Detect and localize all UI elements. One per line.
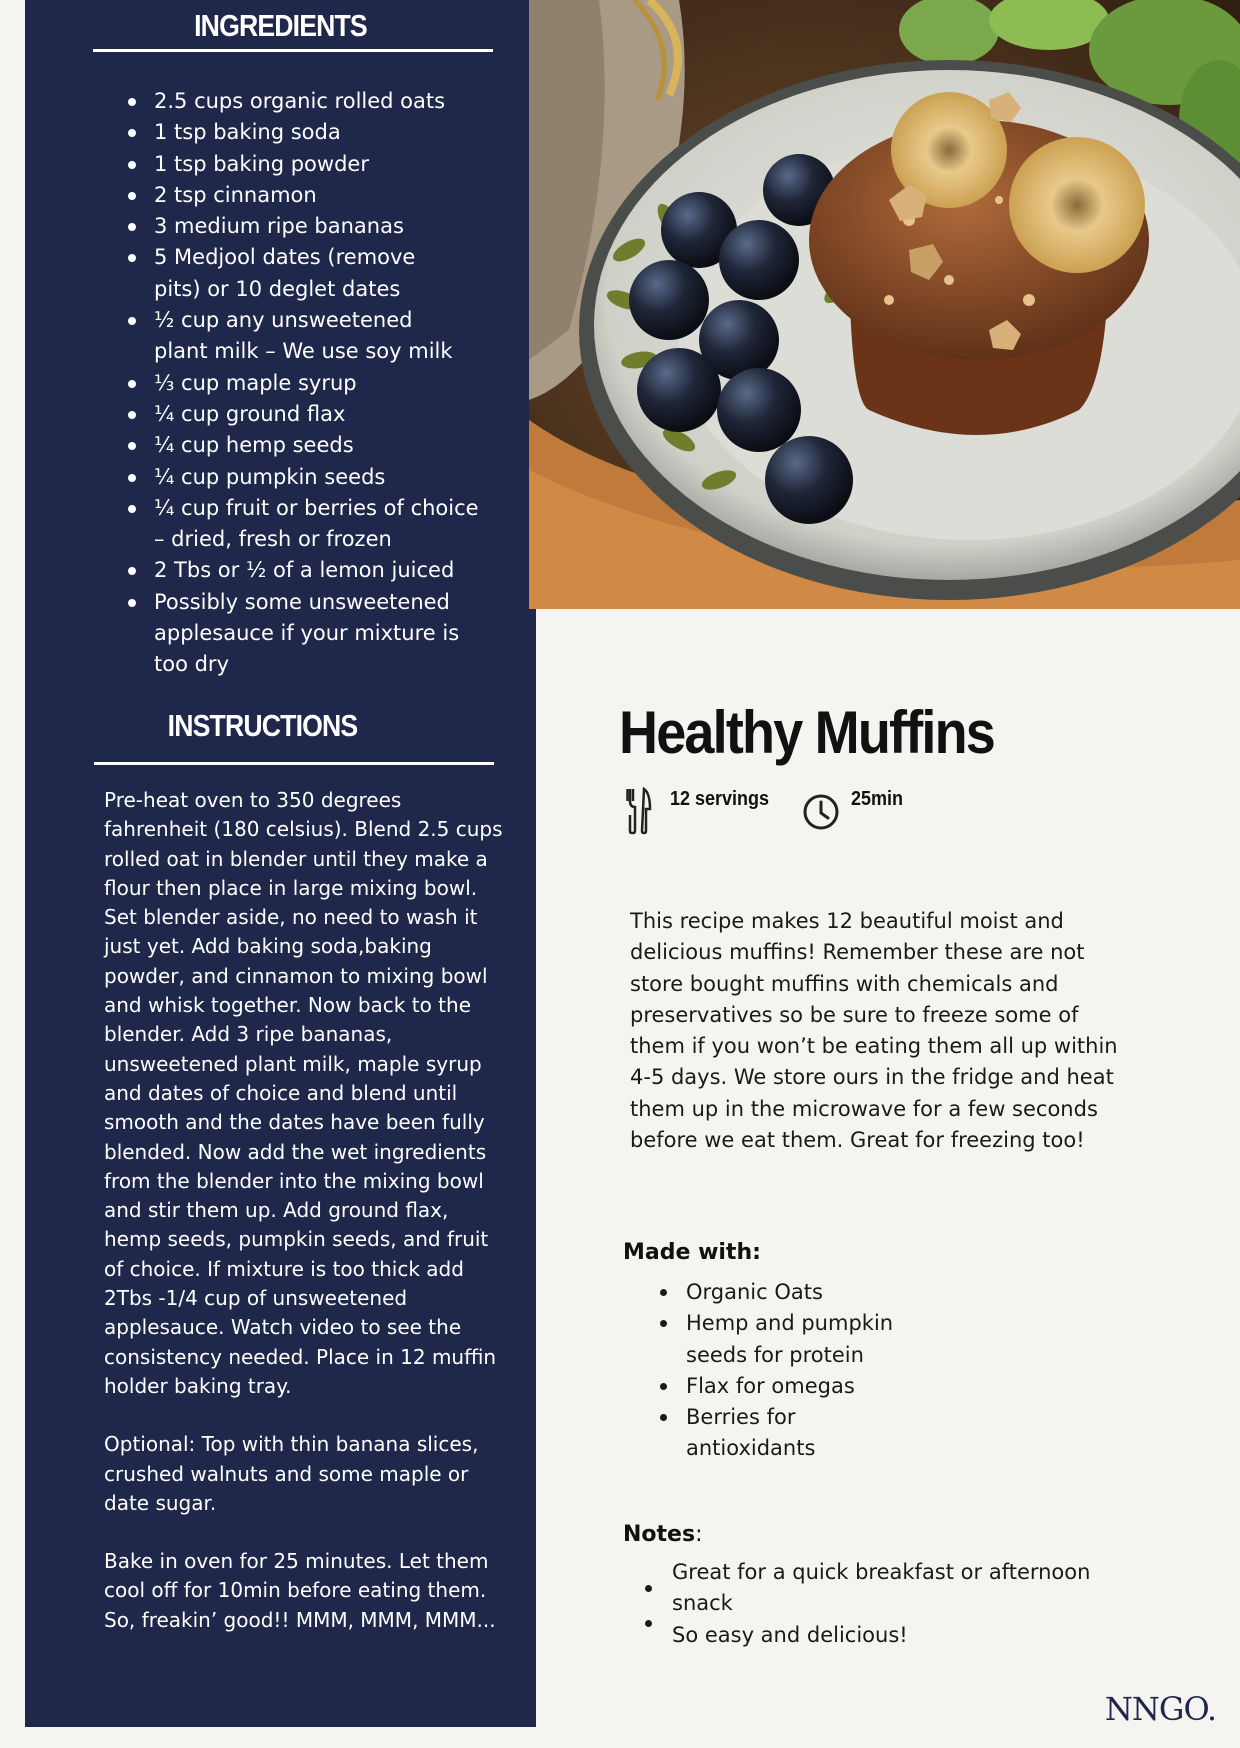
left-panel (25, 0, 536, 1727)
made-with-list (659, 1277, 959, 1465)
page-title: Healthy Muffins (619, 699, 995, 766)
instructions-bake: Bake in oven for 25 minutes. Let them cool off for 10min before eating them. So, freakin’ good!! MMM, MMM, MMM... (104, 1549, 496, 1632)
list-item: ⅓ cup maple syrup (125, 368, 545, 399)
ingredients-heading: INGREDIENTS (194, 8, 367, 43)
made-with-heading: Made with: (623, 1240, 761, 1265)
list-item: So easy and delicious! (644, 1620, 1114, 1651)
instructions-divider (94, 762, 494, 765)
list-item: ¼ cup pumpkin seeds (125, 462, 545, 493)
instructions-step-1: Pre-heat oven to 350 degrees fahrenheit (180 celsius). Blend 2.5 cups rolled oat in blender until they make a flour then place in large mixing bowl. Set blender aside, no need to wash it just yet. Add baking soda,baking powder, and cinnamon to mixing bowl and whisk together. Now back to the blender. Add 3 ripe bananas, unsweetened plant milk, maple syrup and dates of choice and blend until smooth and the dates have been fully blended. Now add the wet ingredients from the blender into the mixing bowl and stir them up. Add ground flax, hemp seeds, pumpkin seeds, and fruit of choice. If mixture is too thick add 2Tbs -1/4 cup of unsweetened applesauce. Watch video to see the consistency needed. Place in 12 muffin holder baking tray. (104, 788, 503, 1398)
clock-icon (802, 793, 840, 831)
instructions-heading: INSTRUCTIONS (167, 708, 358, 743)
list-item: Organic Oats (659, 1277, 959, 1308)
fork-knife-icon (626, 787, 652, 835)
time-label: 25min (851, 788, 904, 810)
list-item: 5 Medjool dates (remove pits) or 10 deglet dates (125, 242, 444, 305)
list-item: 2 Tbs or ½ of a lemon juiced (125, 555, 545, 586)
ingredients-list (125, 86, 545, 681)
notes-heading-colon: : (695, 1522, 703, 1547)
ingredients-divider (93, 49, 493, 52)
list-item: Great for a quick breakfast or afternoon snack (644, 1557, 1114, 1620)
brand-logo: NNGO. (1104, 1690, 1216, 1728)
instructions-text (104, 786, 504, 1664)
list-item: ¼ cup fruit or berries of choice – dried, fresh or frozen (125, 493, 494, 556)
notes-heading (623, 1522, 702, 1547)
list-item: 2 tsp cinnamon (125, 180, 545, 211)
notes-list (644, 1557, 1114, 1651)
notes-heading-text: Notes (623, 1522, 696, 1547)
list-item: Possibly some unsweetened applesauce if your mixture is too dry (125, 587, 474, 681)
list-item: 1 tsp baking powder (125, 149, 545, 180)
servings-label: 12 servings (670, 788, 770, 810)
list-item: 2.5 cups organic rolled oats (125, 86, 545, 117)
muffin-illustration (529, 0, 1240, 609)
list-item: 1 tsp baking soda (125, 117, 545, 148)
muffin-photo (529, 0, 1240, 609)
list-item: 3 medium ripe bananas (125, 211, 545, 242)
list-item: ½ cup any unsweetened plant milk – We use soy milk (125, 305, 464, 368)
list-item: Hemp and pumpkin seeds for protein (659, 1308, 906, 1371)
list-item: ¼ cup hemp seeds (125, 430, 545, 461)
list-item: ¼ cup ground flax (125, 399, 545, 430)
list-item: Flax for omegas (659, 1371, 959, 1402)
description: This recipe makes 12 beautiful moist and delicious muffins! Remember these are not store bought muffins with chemicals and preservatives so be sure to freeze some of them if you won’t be eating them all up within 4-5 days. We store ours in the fridge and heat them up in the microwave for a few seconds before we eat them. Great for freezing too! (630, 909, 1118, 1153)
list-item: Berries for antioxidants (659, 1402, 826, 1465)
instructions-optional: Optional: Top with thin banana slices, crushed walnuts and some maple or date sugar. (104, 1432, 479, 1515)
